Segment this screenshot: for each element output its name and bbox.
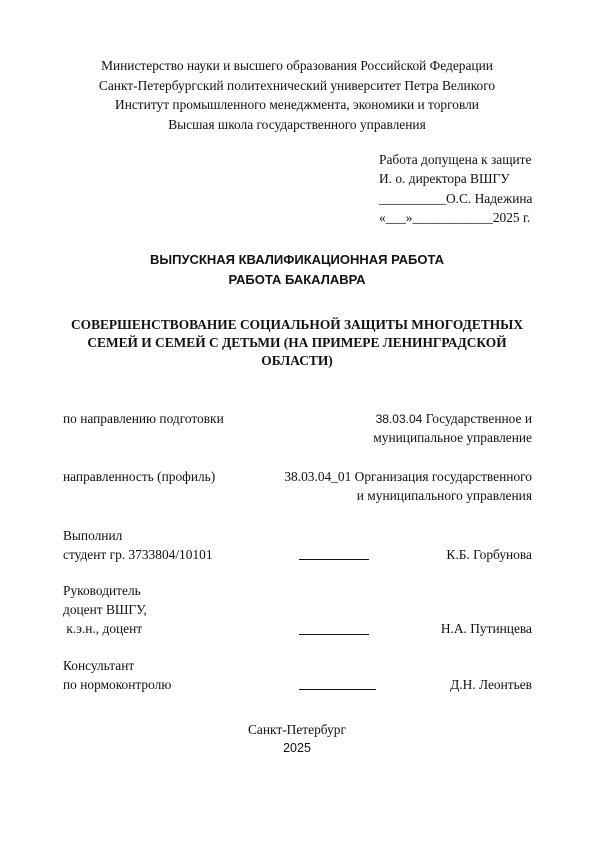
- performer-name: К.Б. Горбунова: [446, 547, 532, 562]
- profile-value-line-1: 38.03.04_01 Организация государственного: [284, 469, 532, 484]
- supervisor-position: доцент ВШГУ,: [63, 602, 147, 617]
- institute-line: Институт промышленного менеджмента, экономики и торговли: [115, 97, 479, 112]
- approval-line-1: Работа допущена к защите: [379, 152, 532, 167]
- consultant-role: по нормоконтролю: [63, 677, 172, 692]
- direction-code: 38.03.04: [375, 412, 423, 426]
- supervisor-signature-line: [299, 634, 369, 635]
- consultant-label: Консультант: [63, 658, 135, 673]
- supervisor-degree: к.э.н., доцент: [63, 621, 143, 636]
- approval-date-line: «___»____________2025 г.: [379, 210, 531, 225]
- footer-city: Санкт-Петербург: [248, 722, 346, 737]
- profile-value-line-2: и муниципального управления: [356, 488, 532, 503]
- performer-label: Выполнил: [63, 528, 123, 543]
- school-line: Высшая школа государственного управления: [168, 117, 426, 132]
- supervisor-name: Н.А. Путинцева: [440, 621, 532, 636]
- university-line: Санкт-Петербургский политехнический университет Петра Великого: [98, 78, 496, 93]
- direction-value-line-1: [376, 409, 532, 429]
- performer-group: студент гр. 3733804/10101: [63, 547, 213, 562]
- consultant-name: Д.Н. Леонтьев: [450, 677, 532, 692]
- supervisor-label: Руководитель: [63, 583, 141, 598]
- topic-line-3: ОБЛАСТИ): [261, 353, 333, 368]
- footer-year: 2025: [283, 741, 311, 755]
- ministry-line: Министерство науки и высшего образования Российской Федерации: [101, 58, 493, 73]
- approval-line-2: И. о. директора ВШГУ: [379, 171, 510, 186]
- approval-signature-line: __________О.С. Надежина: [379, 191, 533, 206]
- direction-label: по направлению подготовки: [63, 411, 224, 426]
- work-type-title: ВЫПУСКНАЯ КВАЛИФИКАЦИОННАЯ РАБОТА: [149, 252, 444, 267]
- topic-line-1: СОВЕРШЕНСТВОВАНИЕ СОЦИАЛЬНОЙ ЗАЩИТЫ МНОГОДЕТНЫХ: [70, 317, 523, 332]
- performer-signature-line: [299, 559, 369, 560]
- work-type-subtitle: РАБОТА БАКАЛАВРА: [228, 272, 366, 287]
- direction-value-line-2: муниципальное управление: [373, 430, 532, 445]
- direction-name: Государственное и: [422, 411, 532, 426]
- consultant-signature-line: [299, 689, 376, 690]
- profile-label: направленность (профиль): [63, 469, 216, 484]
- topic-line-2: СЕМЕЙ И СЕМЕЙ С ДЕТЬМИ (НА ПРИМЕРЕ ЛЕНИНГРАДСКОЙ: [87, 335, 507, 350]
